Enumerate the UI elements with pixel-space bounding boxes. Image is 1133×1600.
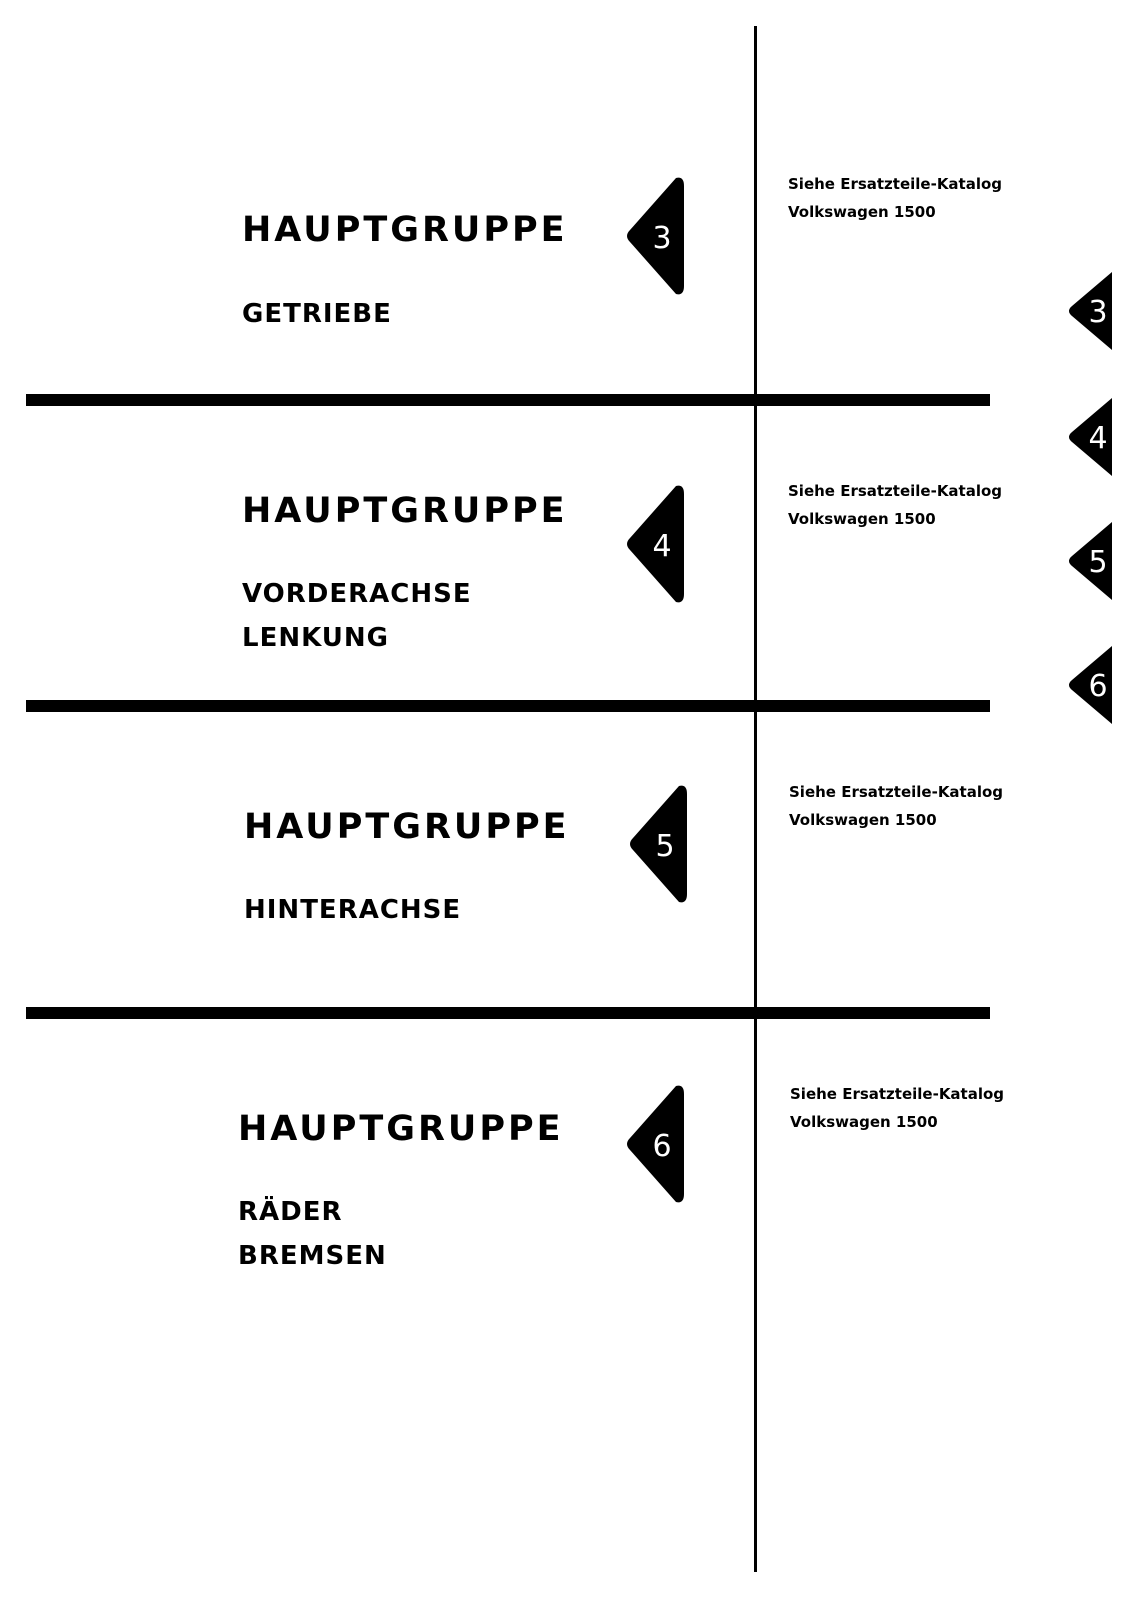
section-4-catalog-line-2: Volkswagen 1500	[788, 510, 936, 528]
section-5-tab-icon	[627, 784, 687, 904]
section-4-catalog-line-1: Siehe Ersatzteile-Katalog	[788, 482, 1003, 500]
section-3-tab-icon	[624, 176, 684, 296]
edge-tab-4-number: 4	[1088, 421, 1108, 456]
section-3-catalog-line-2: Volkswagen 1500	[788, 203, 936, 221]
section-5-catalog-line-1: Siehe Ersatzteile-Katalog	[789, 783, 1004, 801]
vertical-divider	[754, 26, 757, 1572]
section-divider-2	[26, 700, 990, 712]
section-3-catalog-line-1: Siehe Ersatzteile-Katalog	[788, 175, 1003, 193]
section-divider-1	[26, 394, 990, 406]
section-3-tab-number: 3	[652, 221, 672, 256]
section-3-line-1: GETRIEBE	[242, 299, 392, 329]
section-5-subtitle	[244, 888, 461, 932]
edge-tab-6-icon	[1066, 646, 1112, 724]
section-6-subtitle	[238, 1190, 387, 1278]
section-3-subtitle	[242, 292, 392, 336]
edge-tab-3-number: 3	[1088, 295, 1108, 330]
edge-tab-5-icon	[1066, 522, 1112, 600]
section-4-line-2: LENKUNG	[242, 623, 389, 653]
section-6-tab-number: 6	[652, 1129, 672, 1164]
section-divider-3	[26, 1007, 990, 1019]
section-6-heading: HAUPTGRUPPE	[238, 1109, 564, 1149]
edge-tab-3-icon	[1066, 272, 1112, 350]
section-3-catalog-note	[788, 170, 1002, 226]
edge-tab-4-icon	[1066, 398, 1112, 476]
section-6-tab-icon	[624, 1084, 684, 1204]
section-5-tab-number: 5	[655, 829, 675, 864]
section-6-catalog-line-1: Siehe Ersatzteile-Katalog	[790, 1085, 1005, 1103]
section-5-line-1: HINTERACHSE	[244, 895, 462, 925]
section-4-heading: HAUPTGRUPPE	[242, 491, 568, 531]
section-6-line-1: RÄDER	[238, 1197, 343, 1227]
section-3-heading: HAUPTGRUPPE	[242, 210, 568, 250]
section-6-line-2: BREMSEN	[238, 1241, 387, 1271]
section-5-heading: HAUPTGRUPPE	[244, 807, 570, 847]
section-4-subtitle	[242, 572, 472, 660]
section-4-line-1: VORDERACHSE	[242, 579, 472, 609]
section-4-tab-icon	[624, 484, 684, 604]
section-5-catalog-note	[789, 778, 1003, 834]
section-6-catalog-note	[790, 1080, 1004, 1136]
section-5-catalog-line-2: Volkswagen 1500	[789, 811, 937, 829]
section-4-tab-number: 4	[652, 529, 672, 564]
section-6-catalog-line-2: Volkswagen 1500	[790, 1113, 938, 1131]
edge-tab-6-number: 6	[1088, 669, 1108, 704]
edge-tab-5-number: 5	[1088, 545, 1108, 580]
section-4-catalog-note	[788, 477, 1002, 533]
